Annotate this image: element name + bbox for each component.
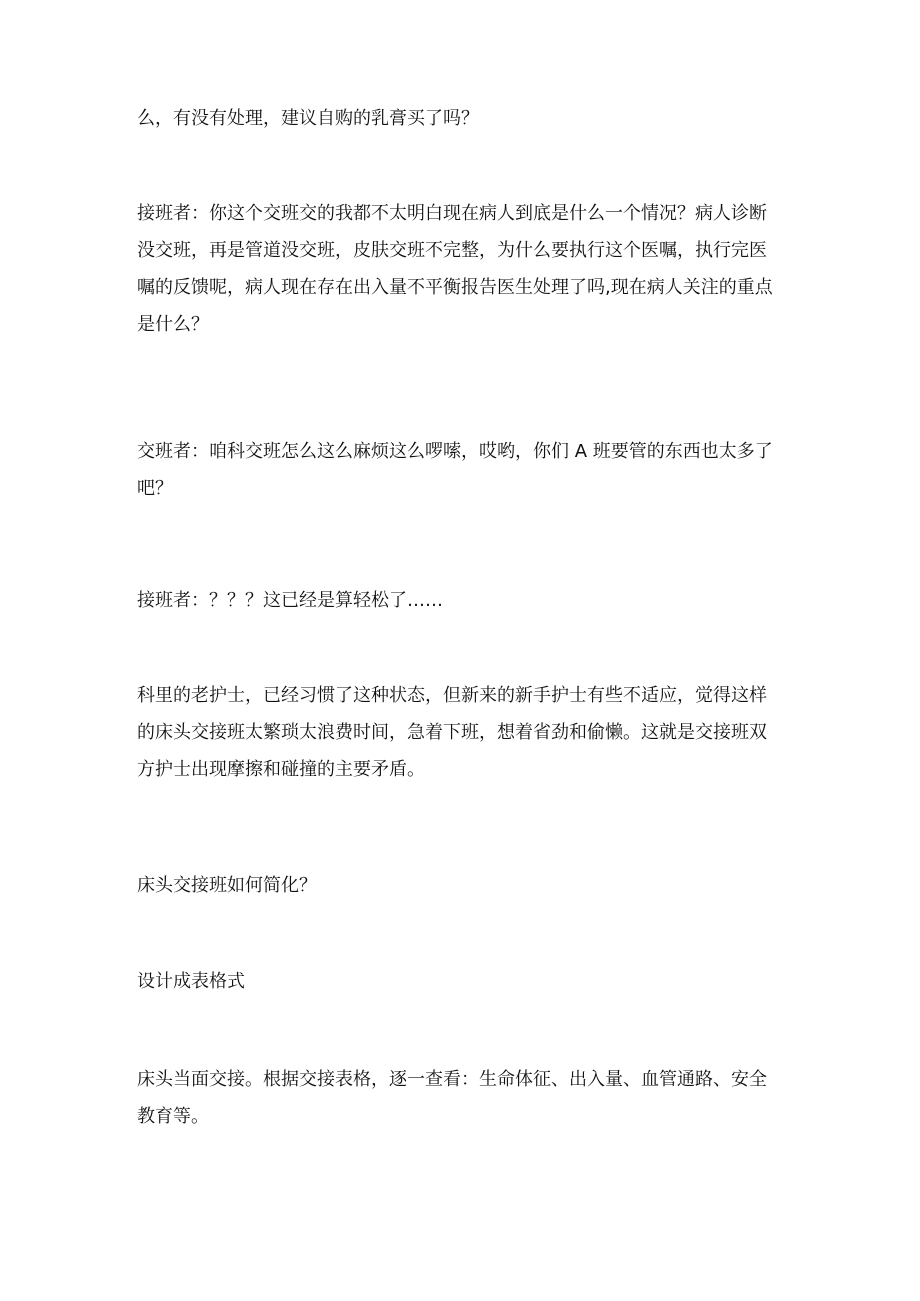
text-line: 没交班，再是管道没交班，皮肤交班不完整，为什么要执行这个医嘱，执行完医 (137, 240, 767, 261)
paragraph-5 (137, 677, 787, 788)
paragraph-6-heading (137, 867, 787, 904)
text-line: 交班者：咱科交班怎么这么麻烦这么啰嗦，哎哟，你们 A 班要管的东西也太多了 (137, 441, 773, 462)
text-line: 床头交接班如何简化？ (137, 875, 317, 896)
text-line: 接班者：你这个交班交的我都不太明白现在病人到底是什么一个情况？病人诊断 (137, 203, 767, 224)
paragraph-2 (137, 195, 787, 343)
text-line: 接班者：？？？这已经是算轻松了…… (137, 590, 443, 611)
paragraph-8 (137, 1061, 787, 1135)
text-line: 嘱的反馈呢，病人现在存在出入量不平衡报告医生处理了吗,现在病人关注的重点 (137, 277, 773, 298)
text-line: 床头当面交接。根据交接表格，逐一查看：生命体征、出入量、血管通路、安全 (137, 1069, 767, 1090)
text-line: 方护士出现摩擦和碰撞的主要矛盾。 (137, 759, 425, 780)
text-line: 教育等。 (137, 1106, 209, 1127)
text-line: 设计成表格式 (137, 971, 245, 992)
text-line: 吧？ (137, 478, 173, 499)
paragraph-4 (137, 582, 787, 619)
text-line: 的床头交接班太繁琐太浪费时间，急着下班，想着省劲和偷懒。这就是交接班双 (137, 722, 767, 743)
paragraph-3 (137, 433, 787, 507)
text-line: 是什么？ (137, 314, 209, 335)
text-line: 么，有没有处理，建议自购的乳膏买了吗？ (137, 108, 479, 129)
paragraph-7-subheading (137, 963, 787, 1000)
paragraph-1 (137, 100, 787, 137)
text-line: 科里的老护士，已经习惯了这种状态，但新来的新手护士有些不适应，觉得这样 (137, 685, 767, 706)
